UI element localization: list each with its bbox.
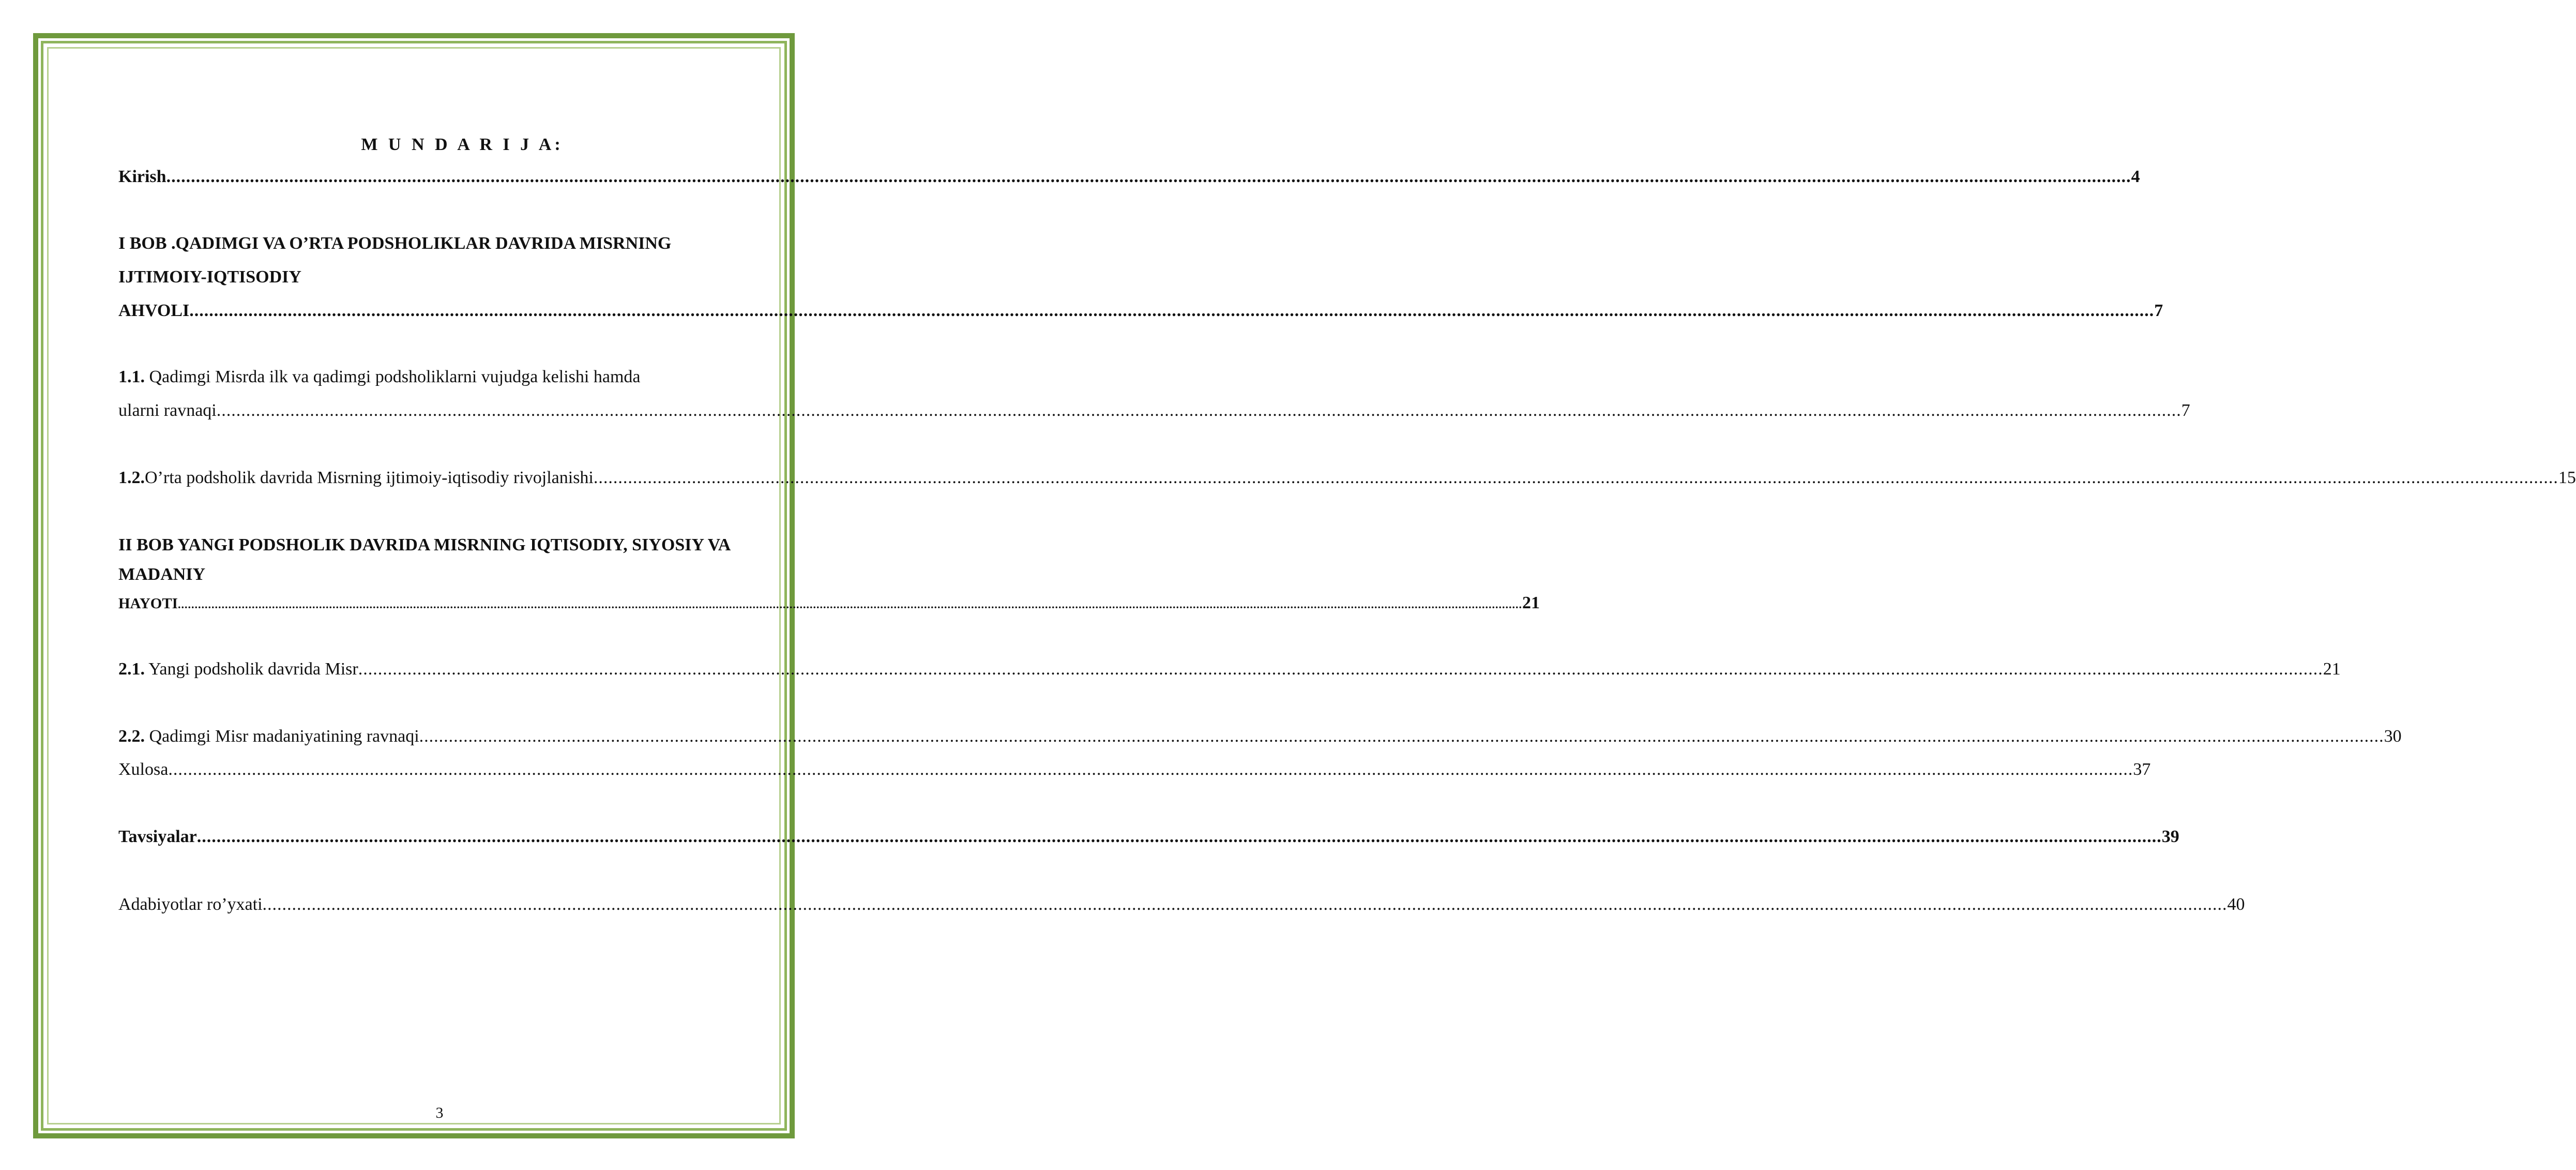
toc-entry-page: 7 xyxy=(2154,301,2163,320)
toc-dot-leader: ................................................................................................................................................................................................................................................................................................................................................................................................................ xyxy=(216,401,2181,420)
toc-section-number: 1.1. xyxy=(118,367,145,386)
toc-entry-label: AHVOLI xyxy=(118,301,190,320)
toc-entry-label: Xulosa xyxy=(118,760,169,779)
toc-dot-leader: ................................................................................................................................................................................................................................................................................................................................................................................................................ xyxy=(168,760,2133,779)
toc-entry-page: 21 xyxy=(2323,659,2341,679)
toc-section-number: 2.1. xyxy=(118,659,145,679)
toc-entry-label: HAYOTI xyxy=(118,595,178,612)
toc-section-text: Qadimgi Misr madaniyatining ravnaqi xyxy=(145,727,419,746)
toc-entry-section-1-2[interactable] xyxy=(118,467,2576,489)
toc-entry-page: 15 xyxy=(2558,468,2576,487)
toc-entry-page: 4 xyxy=(2131,167,2140,186)
toc-entry-page: 30 xyxy=(2384,727,2402,746)
toc-entry-chapter-1[interactable] xyxy=(118,299,2163,322)
toc-chapter-1-line-1[interactable]: I BOB .QADIMGI VA O’RTA PODSHOLIKLAR DAVRIDA MISRNING xyxy=(118,234,672,253)
toc-entry-section-1-1[interactable] xyxy=(118,399,2190,422)
toc-section-text: Qadimgi Misrda ilk va qadimgi podsholiklarni vujudga kelishi hamda xyxy=(145,367,641,386)
toc-chapter-1-line-2[interactable]: IJTIMOIY-IQTISODIY xyxy=(118,267,301,287)
toc-entry-adabiyotlar[interactable] xyxy=(118,893,2245,916)
toc-entry-page: 40 xyxy=(2227,895,2245,914)
toc-entry-label: Adabiyotlar ro’yxati xyxy=(118,895,263,914)
toc-section-1-1-line-1[interactable] xyxy=(118,366,640,388)
toc-entry-label: Tavsiyalar xyxy=(118,827,197,846)
toc-section-number: 2.2. xyxy=(118,727,145,746)
toc-entry-label: Kirish xyxy=(118,167,166,186)
toc-entry-xulosa[interactable] xyxy=(118,758,2151,781)
toc-dot-leader: ................................................................................................................................................................................................................................................................................................................................................................................................................ xyxy=(593,468,2558,487)
toc-section-text: O’rta podsholik davrida Misrning ijtimoiy-iqtisodiy rivojlanishi xyxy=(145,468,594,487)
toc-entry-page: 7 xyxy=(2181,401,2190,420)
toc-chapter-2-line-1[interactable]: II BOB YANGI PODSHOLIK DAVRIDA MISRNING IQTISODIY, SIYOSIY VA xyxy=(118,535,731,554)
toc-entry-chapter-2[interactable] xyxy=(118,593,1540,615)
toc-dot-leader: ................................................................................................................................................................................................................................................................................................................................................................................................................ xyxy=(196,827,2162,846)
toc-entry-tavsiyalar[interactable] xyxy=(118,826,2179,848)
toc-entry-section-2-1[interactable] xyxy=(118,658,2341,681)
toc-entry-page: 21 xyxy=(1522,593,1540,612)
toc-dot-leader: ................................................................................................................................................................................................................................................................................................................................................................................................................ xyxy=(358,659,2323,679)
toc-dot-leader: ................................................................................................................................................................................................................................................................................................................................................................................................................ xyxy=(177,598,1522,611)
toc-dot-leader: ................................................................................................................................................................................................................................................................................................................................................................................................................ xyxy=(262,895,2228,914)
toc-dot-leader: ................................................................................................................................................................................................................................................................................................................................................................................................................ xyxy=(166,167,2131,186)
toc-entry-page: 39 xyxy=(2161,827,2179,846)
page-number: 3 xyxy=(435,1104,444,1121)
toc-section-text: Yangi podsholik davrida Misr xyxy=(145,659,358,679)
toc-entry-label: ularni ravnaqi xyxy=(118,401,217,420)
toc-entry-page: 37 xyxy=(2133,760,2151,779)
toc-dot-leader: ................................................................................................................................................................................................................................................................................................................................................................................................................ xyxy=(419,727,2384,746)
toc-section-number: 1.2. xyxy=(118,468,145,487)
toc-chapter-2-line-2[interactable]: MADANIY xyxy=(118,565,206,584)
toc-title: M U N D A R I J A: xyxy=(361,135,564,154)
toc-entry-section-2-2[interactable] xyxy=(118,725,2402,748)
toc-dot-leader: ................................................................................................................................................................................................................................................................................................................................................................................................................ xyxy=(189,301,2155,320)
toc-entry-kirish[interactable] xyxy=(118,166,2140,188)
